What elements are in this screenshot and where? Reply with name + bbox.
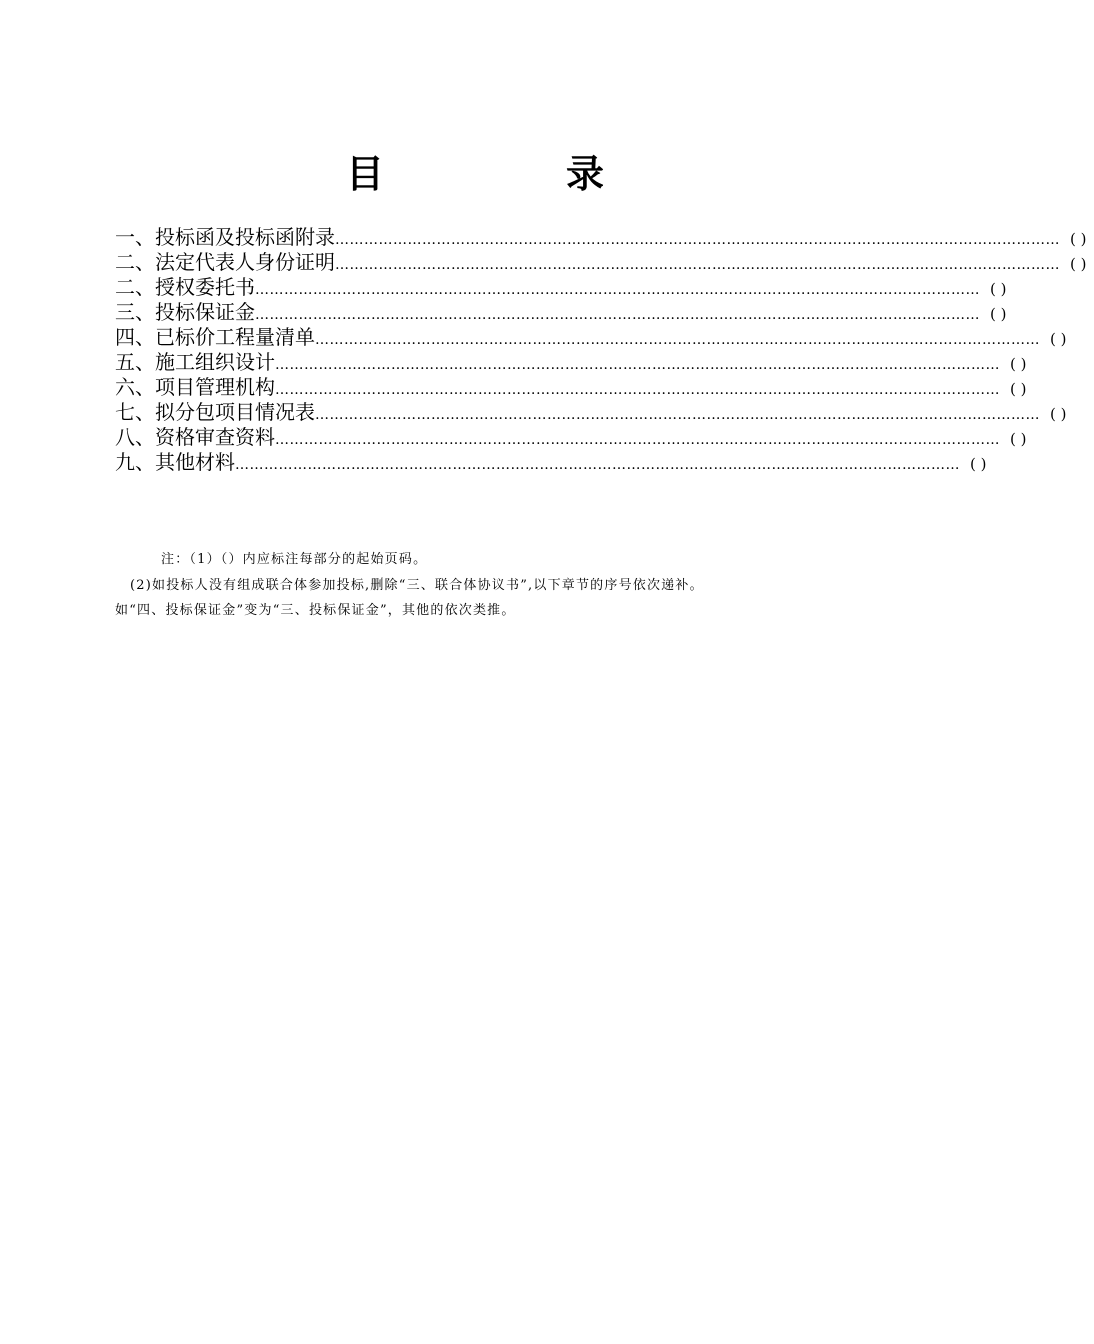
- toc-label: 三、投标保证金: [115, 300, 255, 324]
- toc-page-number: ( ): [1070, 230, 1087, 248]
- toc-leader: ……………………………………………………………………………………………………………………………………: [335, 257, 1060, 273]
- toc-page-number: ( ): [1050, 405, 1067, 423]
- toc-leader: ……………………………………………………………………………………………………………………………………: [335, 232, 1060, 248]
- toc-leader: ……………………………………………………………………………………………………………………………………: [275, 357, 1000, 373]
- toc-row: [115, 400, 1067, 425]
- toc-label: 二、授权委托书: [115, 275, 255, 299]
- toc-page-number: ( ): [1010, 380, 1027, 398]
- toc-leader: ……………………………………………………………………………………………………………………………………: [255, 307, 980, 323]
- toc-leader: ……………………………………………………………………………………………………………………………………: [315, 407, 1040, 423]
- toc-label: 四、已标价工程量清单: [115, 325, 315, 349]
- toc-row: [115, 325, 1067, 350]
- toc-row: [115, 375, 1027, 400]
- toc-label: 六、项目管理机构: [115, 375, 275, 399]
- note-line-1: 注：（1）（）内应标注每部分的起始页码。: [161, 552, 428, 567]
- page-title: 目 录: [345, 151, 676, 196]
- table-of-contents: [115, 225, 1087, 475]
- toc-label: 八、资格审查资料: [115, 425, 275, 449]
- toc-page-number: ( ): [1050, 330, 1067, 348]
- toc-page-number: ( ): [990, 280, 1007, 298]
- toc-page-number: ( ): [1010, 355, 1027, 373]
- toc-row: [115, 350, 1027, 375]
- toc-row: [115, 425, 1027, 450]
- toc-page-number: ( ): [1010, 430, 1027, 448]
- toc-page-number: ( ): [990, 305, 1007, 323]
- toc-label: 一、投标函及投标函附录: [115, 225, 335, 249]
- toc-leader: ……………………………………………………………………………………………………………………………………: [235, 457, 960, 473]
- toc-page-number: ( ): [1070, 255, 1087, 273]
- toc-page-number: ( ): [970, 455, 987, 473]
- toc-row: [115, 250, 1087, 275]
- toc-row: [115, 225, 1087, 250]
- toc-label: 七、拟分包项目情况表: [115, 400, 315, 424]
- note-line-2: (2)如投标人没有组成联合体参加投标,删除“三、联合体协议书”,以下章节的序号依次递补。: [130, 578, 704, 593]
- toc-label: 五、施工组织设计: [115, 350, 275, 374]
- toc-row: [115, 275, 1007, 300]
- toc-row: [115, 450, 987, 475]
- toc-leader: ……………………………………………………………………………………………………………………………………: [315, 332, 1040, 348]
- toc-leader: ……………………………………………………………………………………………………………………………………: [255, 282, 980, 298]
- note-line-3: 如“四、投标保证金”变为“三、投标保证金”，其他的依次类推。: [115, 603, 516, 618]
- toc-row: [115, 300, 1007, 325]
- toc-leader: ……………………………………………………………………………………………………………………………………: [275, 432, 1000, 448]
- toc-leader: ……………………………………………………………………………………………………………………………………: [275, 382, 1000, 398]
- toc-label: 九、其他材料: [115, 450, 235, 474]
- toc-label: 二、法定代表人身份证明: [115, 250, 335, 274]
